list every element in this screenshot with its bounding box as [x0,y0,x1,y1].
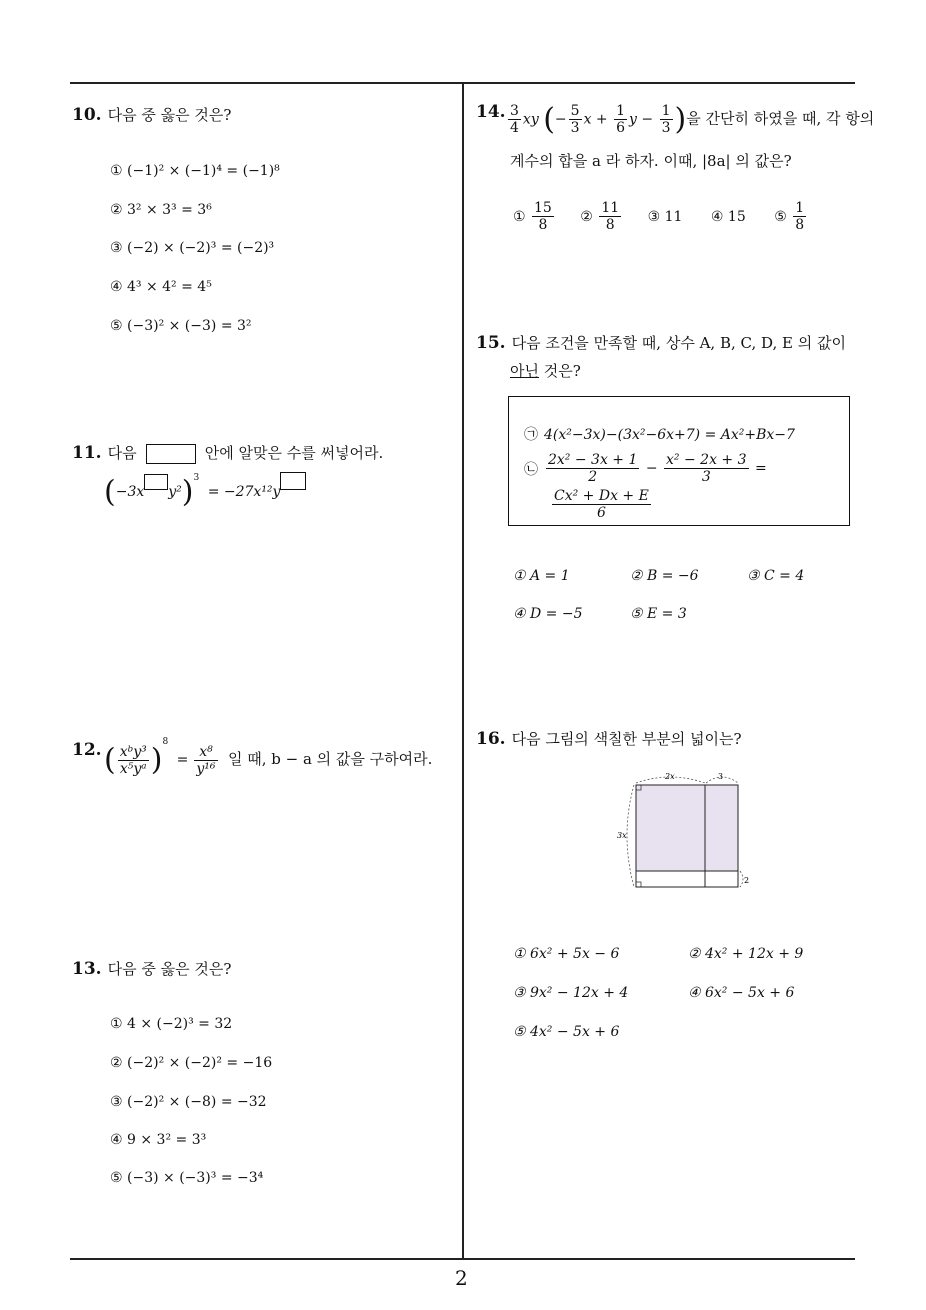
choice-5[interactable]: ⑤ E = 3 [630,606,687,622]
frac-5-3: $\frac{5}{3}$ [570,103,580,136]
question-text-before: 다음 [107,444,137,462]
choice-3[interactable]: ③ (−2) × (−2)³ = (−2)³ [110,240,275,256]
fraction-2-denominator: y¹⁶ [196,760,216,777]
choice-3[interactable]: ③ (−2)² × (−8) = −32 [110,1094,267,1110]
choice-5[interactable]: ⑤ $\frac{1}{8}$ [774,200,805,233]
expr-right: = −27x¹²y [207,484,281,500]
right-paren: ) [150,742,163,778]
expr-mid: y² [168,484,182,500]
q14-expression: $\frac{3}{4}$ xy (− $\frac{5}{3}$ x + $\frac{1}{6}$ y − $\frac{1}{3}$ )을 간단히 하였을 때, 각 항의 [510,102,875,137]
choice-2[interactable]: ② 4x² + 12x + 9 [688,946,804,962]
choice-2[interactable]: ② (−2)² × (−2)² = −16 [110,1055,273,1071]
brace-right-2 [740,871,743,887]
question-number: 16. [476,729,506,749]
label-3: 3 [718,772,724,781]
fraction-1-numerator: xᵇy³ [119,743,147,760]
cond2-frac-2: $\frac{\text{x² − 2x + 3}}{3}$ [666,452,747,485]
question-text-line1: 다음 조건을 만족할 때, 상수 A, B, C, D, E 의 값이 [511,334,846,352]
choice-1[interactable]: ① A = 1 [513,568,570,584]
label-2x: 2x [665,772,675,781]
expr-power: 3 [193,473,200,483]
underlined-word: 아닌 [510,362,539,380]
power: 8 [162,737,169,747]
choice-2[interactable]: ② B = −6 [630,568,699,584]
answer-blank-exp-x[interactable] [144,474,168,490]
choice-1[interactable]: ① $\frac{15}{8}$ [513,200,552,233]
question-text: 다음 중 옳은 것은? [107,960,232,978]
frac-1-6: $\frac{1}{6}$ [616,103,626,136]
frac-3-4: $\frac{3}{4}$ [510,103,519,136]
condition-2-rhs [550,488,653,521]
condition-2: ㉡ $\frac{\text{2x² − 3x + 1}}{2}$ − $\frac{\text{x² − 2x + 3}}{3}$ = [524,452,767,485]
area-figure [610,765,760,895]
question-text-line2: 계수의 합을 a 라 하자. 이때, |8a| 의 값은? [510,152,792,170]
choice-4[interactable]: ④ 4³ × 4² = 4⁵ [110,279,212,295]
question-13 [72,958,231,979]
right-paren: ) [181,474,194,510]
choice-1[interactable]: ① (−1)² × (−1)⁴ = (−1)⁸ [110,163,280,179]
brace-left-3x [627,785,634,887]
choice-4[interactable]: ④ D = −5 [513,606,583,622]
condition-1: ㉠ 4(x²−3x)−(3x²−6x+7) = Ax²+Bx−7 [524,427,795,443]
question-text: 일 때, b − a 의 값을 구하여라. [227,750,433,768]
question-15 [476,332,846,353]
question-number: 13. [72,959,102,979]
question-11 [72,442,383,464]
choice-5[interactable]: ⑤ (−3)² × (−3) = 3² [110,318,252,334]
question-number: 14. [476,102,506,122]
expr-left: −3x [115,484,145,500]
left-paren: ( [104,742,116,778]
choice-3[interactable]: ③ C = 4 [747,568,805,584]
q14-choices [513,200,808,233]
shaded-region [636,785,738,871]
question-number: 12. [72,740,102,760]
choice-2[interactable]: ② 3² × 3³ = 3⁶ [110,202,212,218]
choice-2[interactable]: ② $\frac{11}{8}$ [580,200,620,233]
page-number: 2 [455,1266,468,1290]
question-text: 다음 중 옳은 것은? [107,106,232,124]
question-text-line1: 을 간단히 하였을 때, 각 항의 [686,109,875,128]
cond2-frac-1: $\frac{\text{2x² − 3x + 1}}{2}$ [548,452,638,485]
question-16 [476,728,742,749]
choice-4[interactable]: ④ 15 [710,208,746,225]
choice-5[interactable]: ⑤ 4x² − 5x + 6 [513,1024,620,1040]
question-number: 15. [476,333,506,353]
answer-blank-exp-y[interactable] [280,472,306,490]
choice-1[interactable]: ① 6x² + 5x − 6 [513,946,620,962]
left-paren: ( [543,102,555,137]
question-10 [72,104,231,125]
label-3x: 3x [617,831,627,840]
fraction-1 [118,744,149,777]
bottom-rule [70,1258,855,1260]
equals-sign: = [176,752,189,768]
choice-1[interactable]: ① 4 × (−2)³ = 32 [110,1016,233,1032]
choice-3[interactable]: ③ 9x² − 12x + 4 [513,985,629,1001]
label-2: 2 [744,876,750,885]
choice-5[interactable]: ⑤ (−3) × (−3)³ = −3⁴ [110,1170,264,1186]
right-angle-mark [636,882,641,887]
question-text-line2: 아닌 것은? [510,362,581,380]
right-paren: ) [674,102,687,137]
question-text: 다음 그림의 색칠한 부분의 넓이는? [511,730,742,748]
choice-3[interactable]: ③ 11 [647,208,683,225]
fraction-2 [194,744,217,777]
fraction-1-denominator: x⁵yᵃ [119,760,147,777]
frac-1-3: $\frac{1}{3}$ [661,103,671,136]
column-divider [462,82,464,1260]
left-paren: ( [104,474,116,510]
choice-4[interactable]: ④ 9 × 3² = 3³ [110,1132,207,1148]
question-text-after: 안에 알맞은 수를 써넣어라. [204,444,384,462]
q11-expression [104,472,306,510]
answer-blank[interactable] [146,444,196,464]
choice-4[interactable]: ④ 6x² − 5x + 6 [688,985,795,1001]
cond2-frac-3: $\frac{\text{Cx² + Dx + E}}{6}$ [554,488,649,521]
question-number: 10. [72,105,102,125]
fraction-2-numerator: x⁸ [194,744,217,761]
question-12 [72,740,108,760]
question-number: 11. [72,443,102,463]
q12-expression [104,737,433,778]
